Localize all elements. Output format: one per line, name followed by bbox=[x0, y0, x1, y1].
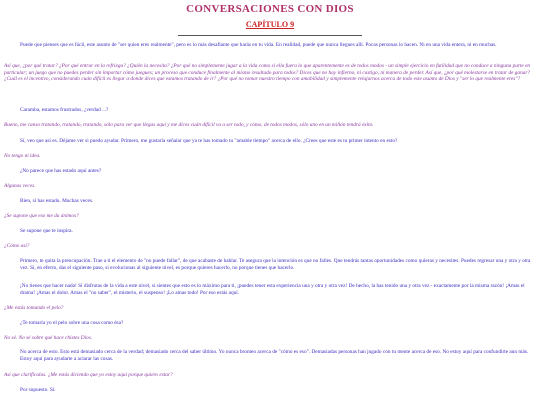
dialogue-god: No acerca de esto. Esto está demasiado cerca de la verdad; demasiado cerca del saber último. Yo nunca bromeo acerca de "cómo es eso". Demasiadas personas han jugado con tu mente acerca de eso. No estoy aquí para confundirte aun más. Estoy aquí para ayudarte a aclarar las cosas. bbox=[20, 349, 529, 362]
dialogue-neale: Así que, ¿por qué tratar? ¿Por qué entrar en la refriega? ¿Quién la necesita? ¿Por qué no simplemente jugar a la vida como si ella fuera lo que aparentemente es de todos modos - un simple ejercicio en futilidad que no conduce a ninguna parte en particular; un juego que no puedes perder sin importar cómo juegues; un proceso que conduce finalmente al mismo resultado para todos? Dices que no hay infierno, ni castigo, ni manera de perder. Así que, ¿por qué molestarse en tratar de ganar? ¿Cuál es el incentivo, considerando cuán difícil es llegar a donde dices que estamos tratando de ir? ¿Por qué no tomar nuestro tiempo con amabilidad y simplemente relajarnos acerca de todo este asunto de Dios y "ser lo que realmente eres"? bbox=[4, 63, 531, 83]
dialogue-god: ¡No tienes que hacer nada! Si disfrutas de la vida a este nivel, si sientes que esto es lo máximo para ti, ¡puedes tener esta experiencia una y otra y otra vez! De hecho, la has tenido una y otra vez - exactamente por la misma razón! ¡Amas el drama! ¡Amas el dolor. Amas el "no saber", el misterio, el suspenso! ¡Lo amas todo! Por eso estás aquí. bbox=[20, 283, 525, 296]
dialogue-god: Se supone que te inspira. bbox=[20, 228, 73, 234]
dialogue-god: Caramba, estamos frustrados, ¿verdad ...? bbox=[20, 107, 109, 113]
book-title: CONVERSACIONES CON DIOS bbox=[186, 3, 354, 15]
dialogue-god: Por supuesto. Sí. bbox=[20, 387, 56, 393]
dialogue-neale: ¿Cómo así? bbox=[4, 243, 30, 249]
dialogue-god: ¿No parece que has estado aquí antes? bbox=[20, 168, 102, 174]
dialogue-god: Primero, te quita la preocupación. Trae a ti el elemento de "no puede fallar", de que acabaste de hablar. Te asegura que la intención es que no falles. Que tendrás tantas oportunidades como quieras y necesites. Puedes regresar una y otra y otra vez. Si, en efecto, das el siguiente paso, si evolucionas al siguiente nivel, es porque quieres hacerlo, no porque tienes que hacerlo. bbox=[20, 258, 531, 271]
dialogue-god: ¿Te tomaría yo el pelo sobre una cosa como ésa? bbox=[20, 320, 124, 326]
dialogue-neale: No tengo ni idea. bbox=[4, 153, 41, 159]
dialogue-neale: ¿Me estás tomando el pelo? bbox=[4, 305, 64, 311]
dialogue-neale: No sé. No sé sobre qué hace chistes Dios. bbox=[4, 335, 93, 341]
dialogue-neale: Algunas veces. bbox=[4, 183, 36, 189]
dialogue-neale: ¿Se supone que eso me da ánimos? bbox=[4, 213, 79, 219]
dialogue-neale: Bueno, me canso tratando, tratando, tratando, sólo para ver que llegas aquí y me dices cuán difícil va a ser todo, y cómo, de todos modos, sólo uno en un millón tendrá éxito. bbox=[4, 122, 374, 128]
dialogue-god: Sí, veo que así es. Déjame ver si puedo ayudar. Primero, me gustaría señalar que ya te has tomado tu "amable tiempo" acerca de ello. ¿Crees que este es tu primer intento en esto? bbox=[20, 138, 398, 144]
chapter-heading: CAPÍTULO 9 bbox=[245, 20, 295, 29]
dialogue-god: Puede que pienses que es fácil, este asunto de "ser quien eres realmente", pero es lo más desafiante que harás en tu vida. En realidad, puede que nunca llegues allí. Pocas personas lo hacen. Ni en una vida entera, ni en muchas. bbox=[20, 42, 497, 48]
dialogue-god: Bien, sí has estado. Muchas veces. bbox=[20, 198, 94, 204]
dialogue-neale: Así que clarifícalas. ¿Me estás diciendo que yo estoy aquí porque quiero estar? bbox=[4, 372, 173, 378]
title-divider bbox=[178, 35, 362, 36]
